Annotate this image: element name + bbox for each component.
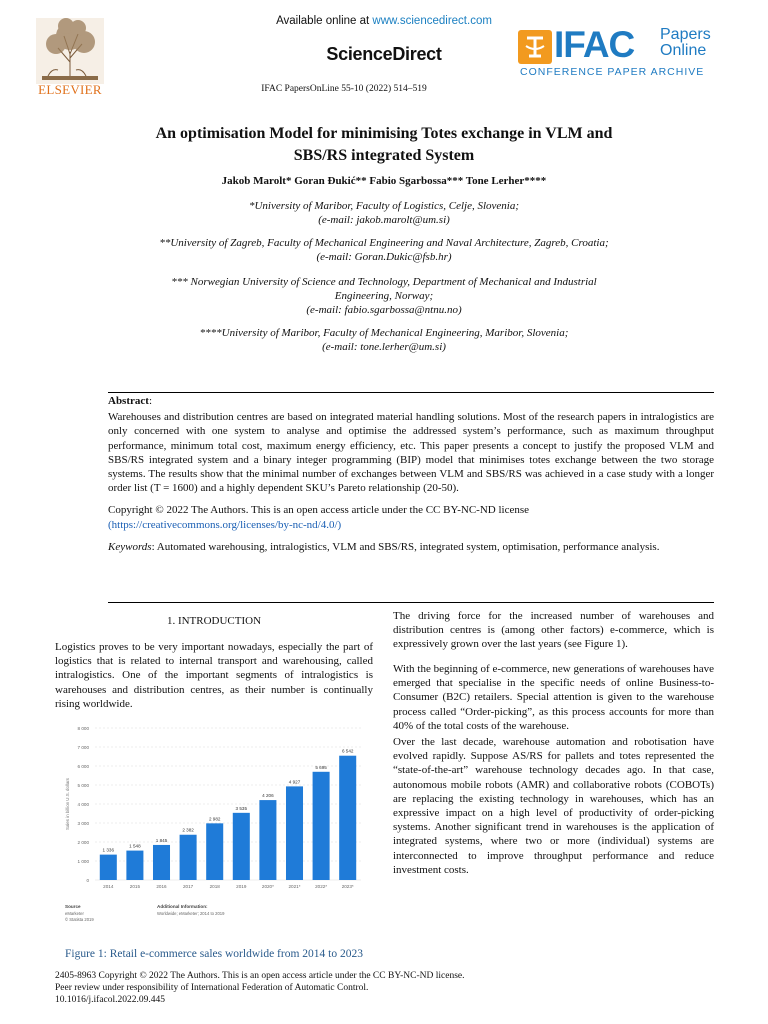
affiliation-4: ****University of Maribor, Faculty of Mechanical Engineering, Maribor, Slovenia; (e-mail: tone.lerher@um.si): [199, 327, 569, 353]
elsevier-wordmark: ELSEVIER: [38, 82, 102, 97]
ifac-emblem-icon: [518, 30, 552, 64]
footer-doi: 10.1016/j.ifacol.2022.09.445: [55, 995, 166, 1005]
chart-data-label: 1 336: [102, 847, 115, 853]
abstract-bottom-rule: [108, 602, 714, 603]
chart-source-line: eMarketer: [65, 911, 84, 916]
chart-y-tick-label: 4 000: [77, 802, 89, 807]
ecommerce-sales-chart: [57, 720, 372, 936]
ifac-archive-label: CONFERENCE PAPER ARCHIVE: [520, 66, 705, 78]
chart-info-line: Worldwide; eMarketer; 2014 to 2019: [157, 911, 225, 916]
chart-info-label: Additional Information:: [157, 904, 208, 909]
available-online: Available online at www.sciencedirect.com: [276, 15, 492, 27]
keywords-label: Keywords: [108, 540, 152, 553]
figure-caption: Figure 1: Retail e-commerce sales worldwide from 2014 to 2023: [65, 948, 363, 960]
chart-bar: [100, 855, 117, 880]
footer-copyright: 2405-8963 Copyright © 2022 The Authors. This is an open access article under the CC BY-NC-ND license.: [55, 971, 465, 981]
author-list: Jakob Marolt* Goran Đukić** Fabio Sgarbossa*** Tone Lerher****: [221, 175, 547, 187]
chart-x-tick-label: 2017: [182, 884, 194, 889]
chart-bar: [153, 845, 170, 880]
chart-data-label: 4 927: [288, 779, 301, 785]
chart-x-tick-label: 2018: [209, 884, 220, 889]
sciencedirect-link[interactable]: www.sciencedirect.com: [372, 15, 492, 27]
chart-x-tick-label: 2022*: [315, 884, 328, 889]
chart-x-tick-label: 2023*: [341, 884, 354, 889]
abstract-label: Abstract: [108, 395, 149, 407]
chart-x-tick-label: 2019: [236, 884, 247, 889]
chart-y-tick-label: 2 000: [77, 840, 89, 845]
chart-y-tick-label: 8 000: [77, 726, 89, 731]
chart-data-label: 5 695: [315, 764, 327, 770]
chart-bar: [180, 835, 197, 880]
intro-paragraph-1: Logistics proves to be very important nowadays, especially the part of logistics that is related to internal transport and warehousing, called intralogistics. One of the important segments of intralogistics is warehouses and distribution centres, as their number is continually rising worldwide.: [55, 641, 373, 710]
chart-y-axis-label: Sales in billion U.S. dollars: [65, 778, 70, 830]
chart-y-tick-label: 7 000: [77, 745, 89, 750]
intro-right-paragraph-1: The driving force for the increased number of warehouses and distribution centres is (among other factors) e-commerce, which is expressively grown over the last years (see Figure 1).: [393, 610, 714, 651]
chart-y-tick-label: 6 000: [77, 764, 89, 769]
chart-bar: [259, 800, 276, 880]
section-heading-introduction: 1. INTRODUCTION: [166, 615, 262, 627]
chart-y-tick-label: 5 000: [77, 783, 89, 788]
chart-bar: [126, 851, 143, 880]
affiliation-2: **University of Zagreb, Faculty of Mechanical Engineering and Naval Architecture, Zagreb, Croatia; (e-mail: Goran.Dukic@fsb.hr): [159, 237, 609, 263]
chart-x-tick-label: 2021*: [288, 884, 301, 889]
footer-peer-review: Peer review under responsibility of International Federation of Automatic Control.: [55, 983, 369, 993]
journal-reference: IFAC PapersOnLine 55-10 (2022) 514–519: [261, 84, 427, 94]
abstract-top-rule: [108, 392, 714, 393]
chart-bar: [313, 772, 330, 880]
copyright-notice: Copyright © 2022 The Authors. This is an open access article under the CC BY-NC-ND license (https://creativecommons.org/licenses/by-nc-nd/4.0/): [108, 504, 529, 531]
license-link[interactable]: (https://creativecommons.org/licenses/by-nc-nd/4.0/): [108, 518, 342, 531]
chart-source-label: Source: [65, 904, 81, 909]
chart-data-label: 6 542: [341, 748, 354, 754]
chart-source-line: © Statista 2019: [65, 917, 94, 922]
chart-y-tick-label: 3 000: [77, 821, 89, 826]
chart-data-label: 2 982: [208, 816, 221, 822]
chart-bar: [233, 813, 250, 880]
abstract-text: Warehouses and distribution centres are based on integrated material handling solutions. Most of the research papers in intralogistics are only concerned with one system to analyse and optimise the addressed system’s performance, such as maximum throughput performance, minimum total cost, maximum energy efficiency, etc. This paper presents a concept to justify the proposed VLM and SBS/RS integrated system and a binary integer programming (BIP) model that minimises totes exchange between the two storage systems. The results show that the minimal number of exchanges between VLM and SBS/RS was achieved in a case study with a longer order list (T = 1600) and a highly dependent SKU’s Pareto relationship (20-50).: [108, 411, 714, 495]
chart-data-label: 2 382: [182, 827, 194, 833]
chart-x-tick-label: 2015: [129, 884, 141, 889]
chart-data-label: 1 845: [155, 837, 168, 843]
chart-bar: [286, 786, 303, 880]
chart-x-tick-label: 2020*: [261, 884, 274, 889]
keywords: Keywords: Automated warehousing, intralogistics, VLM and SBS/RS, integrated system, optimisation, performance analysis.: [108, 540, 660, 553]
sciencedirect-brand: ScienceDirect: [326, 44, 442, 64]
chart-bar: [339, 756, 356, 880]
chart-data-label: 1 548: [129, 843, 141, 849]
ifac-papers-online: Papers Online: [660, 26, 711, 59]
ifac-wordmark: IFAC: [554, 24, 635, 65]
chart-x-tick-label: 2014: [103, 884, 114, 889]
chart-y-tick-label: 0: [86, 878, 89, 883]
intro-right-paragraph-3: Over the last decade, warehouse automation and robotisation have evolved rapidly. Suppose AS/RS for pallets and totes represented the “state-of-the-art” warehouse technology decades ago. In that case, autonomous mobile robots (AMR) and collaborative robots (COBOTs) are replacing the existing technology in warehouses, which has an expressive impact on a high level of productivity of order-picking systems. Another significant trend in warehouses is the application of integrated systems, where two or more (individual) systems are interconnected to improve throughput performance and reduce investment costs.: [393, 736, 714, 876]
affiliation-1: *University of Maribor, Faculty of Logistics, Celje, Slovenia; (e-mail: jakob.marolt@um.si): [248, 200, 520, 226]
chart-data-label: 4 206: [262, 793, 274, 799]
chart-y-tick-label: 1 000: [77, 859, 89, 864]
chart-x-tick-label: 2016: [156, 884, 167, 889]
abstract-block: Abstract: Warehouses and distribution centres are based on integrated material handling solutions. Most of the research papers in intralogistics are only concerned with one system to analyse and optimise the addressed system’s performance, such as maximum throughput performance, minimum total cost, maximum energy efficiency, etc. This paper presents a concept to justify the proposed VLM and SBS/RS integrated system and a binary integer programming (BIP) model that minimises totes exchange between the two storage systems. The results show that the minimal number of exchanges between VLM and SBS/RS was achieved in a case study with a longer order list (T = 1600) and a highly dependent SKU’s Pareto relationship (20-50). Copyright © 2022 The Authors. This is an open access article under the CC BY-NC-ND license (https://creativecommons.org/licenses/by-nc-nd/4.0/) Keywords: Automated warehousing, intralogistics, VLM and SBS/RS, integrated system, optimisation, performance analysis.: [108, 395, 714, 553]
chart-bar: [206, 823, 223, 880]
page-footer: [55, 970, 715, 1006]
intro-right-paragraph-2: With the beginning of e-commerce, new generations of warehouses have emerged that specialise in the specific needs of online Business-to-Consumer (B2C) retailers. Special attention is given to the warehouse process called “Order-picking”, as this process accounts for more than 40% of the total costs of the warehouse.: [393, 663, 714, 732]
chart-data-label: 3 535: [235, 805, 248, 811]
affiliation-3: *** Norwegian University of Science and Technology, Department of Mechanical and Industrial Engineering, Norway; (e-mail: fabio.sgarbossa@ntnu.no): [171, 276, 597, 316]
paper-title: An optimisation Model for minimising Totes exchange in VLM and SBS/RS integrated System: [155, 125, 613, 164]
